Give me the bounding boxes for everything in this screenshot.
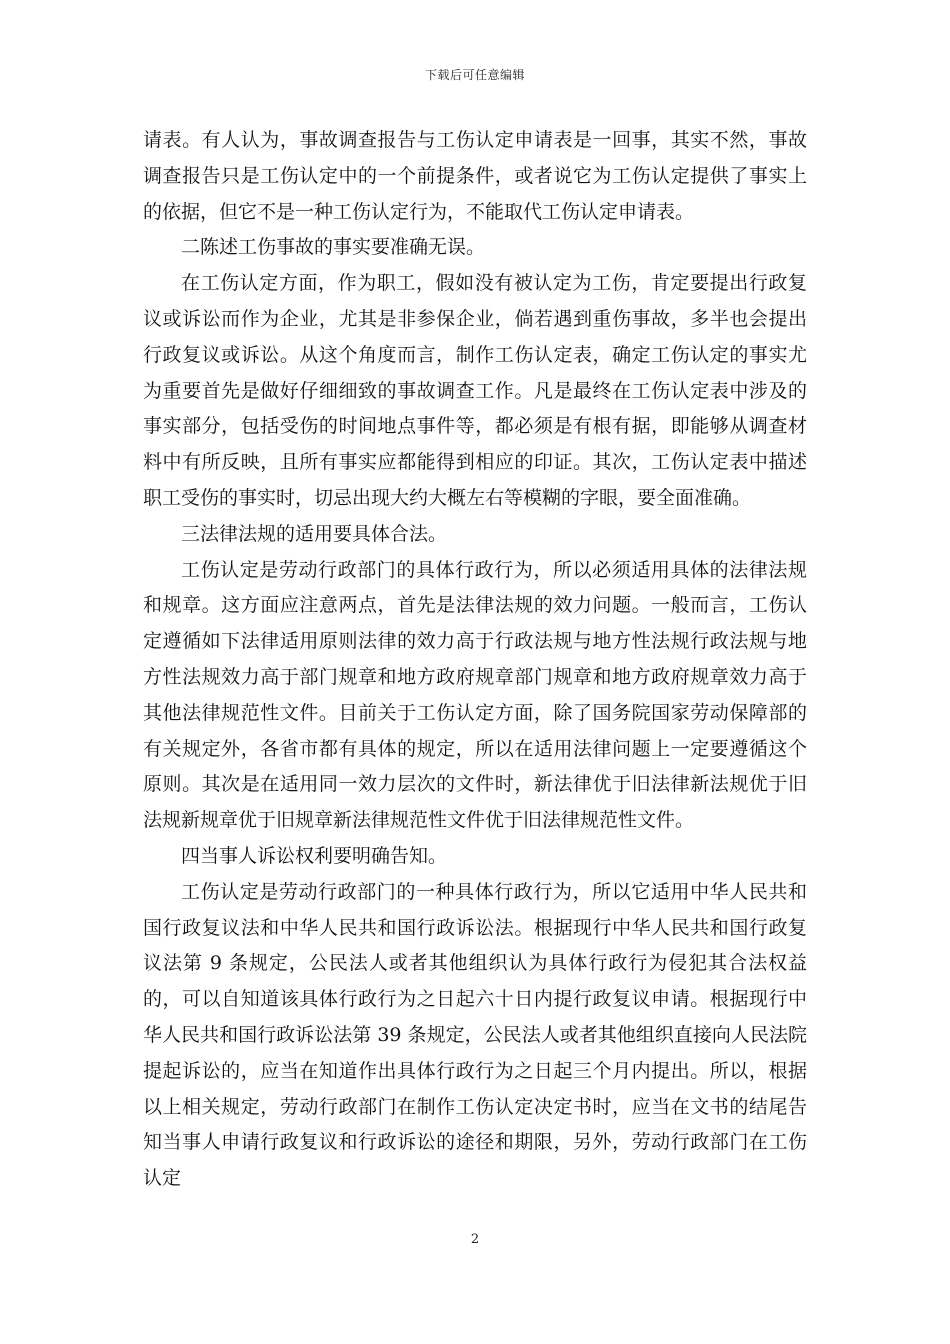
section-heading: 二陈述工伤事故的事实要准确无误。 <box>181 236 486 259</box>
section-heading: 四当事人诉讼权利要明确告知。 <box>181 844 448 867</box>
body-text <box>143 123 807 1197</box>
section-heading: 三法律法规的适用要具体合法。 <box>181 522 448 545</box>
page-number: 2 <box>470 1232 480 1247</box>
paragraph: 工伤认定是劳动行政部门的一种具体行政行为，所以它适用中华人民共和国行政复议法和中华人民共和国行政诉讼法。根据现行中华人民共和国行政复议法第 9 条规定，公民法人或者其他组织认为具体行政行为侵犯其合法权益的，可以自知道该具体行政行为之日起六十日内提行政复议申请。根据现行中华人民共和国行政诉讼法第 39 条规定，公民法人或者其他组织直接向人民法院提起诉讼的，应当在知道作出具体行政行为之日起三个月内提出。所以，根据以上相关规定，劳动行政部门在制作工伤认定决定书时，应当在文书的结尾告知当事人申请行政复议和行政诉讼的途径和期限，另外，劳动行政部门在工伤认定 <box>143 880 807 1190</box>
paragraph: 工伤认定是劳动行政部门的具体行政行为，所以必须适用具体的法律法规和规章。这方面应注意两点，首先是法律法规的效力问题。一般而言，工伤认定遵循如下法律适用原则法律的效力高于行政法规与地方性法规行政法规与地方性法规效力高于部门规章和地方政府规章部门规章和地方政府规章效力高于其他法律规范性文件。目前关于工伤认定方面，除了国务院国家劳动保障部的有关规定外，各省市都有具体的规定，所以在适用法律问题上一定要遵循这个原则。其次是在适用同一效力层次的文件时，新法律优于旧法律新法规优于旧法规新规章优于旧规章新法律规范性文件优于旧法律规范性文件。 <box>143 558 807 832</box>
paragraph: 在工伤认定方面，作为职工，假如没有被认定为工伤，肯定要提出行政复议或诉讼而作为企业，尤其是非参保企业，倘若遇到重伤事故，多半也会提出行政复议或诉讼。从这个角度而言，制作工伤认定表，确定工伤认定的事实尤为重要首先是做好仔细细致的事故调查工作。凡是最终在工伤认定表中涉及的事实部分，包括受伤的时间地点事件等，都必须是有根有据，即能够从调查材料中有所反映，且所有事实应都能得到相应的印证。其次，工伤认定表中描述职工受伤的事实时，切忌出现大约大概左右等模糊的字眼，要全面准确。 <box>143 272 807 509</box>
page-header: 下载后可任意编辑 <box>424 68 525 82</box>
paragraph: 请表。有人认为，事故调查报告与工伤认定申请表是一回事，其实不然，事故调查报告只是工伤认定中的一个前提条件，或者说它为工伤认定提供了事实上的依据，但它不是一种工伤认定行为，不能取代工伤认定申请表。 <box>143 129 807 223</box>
